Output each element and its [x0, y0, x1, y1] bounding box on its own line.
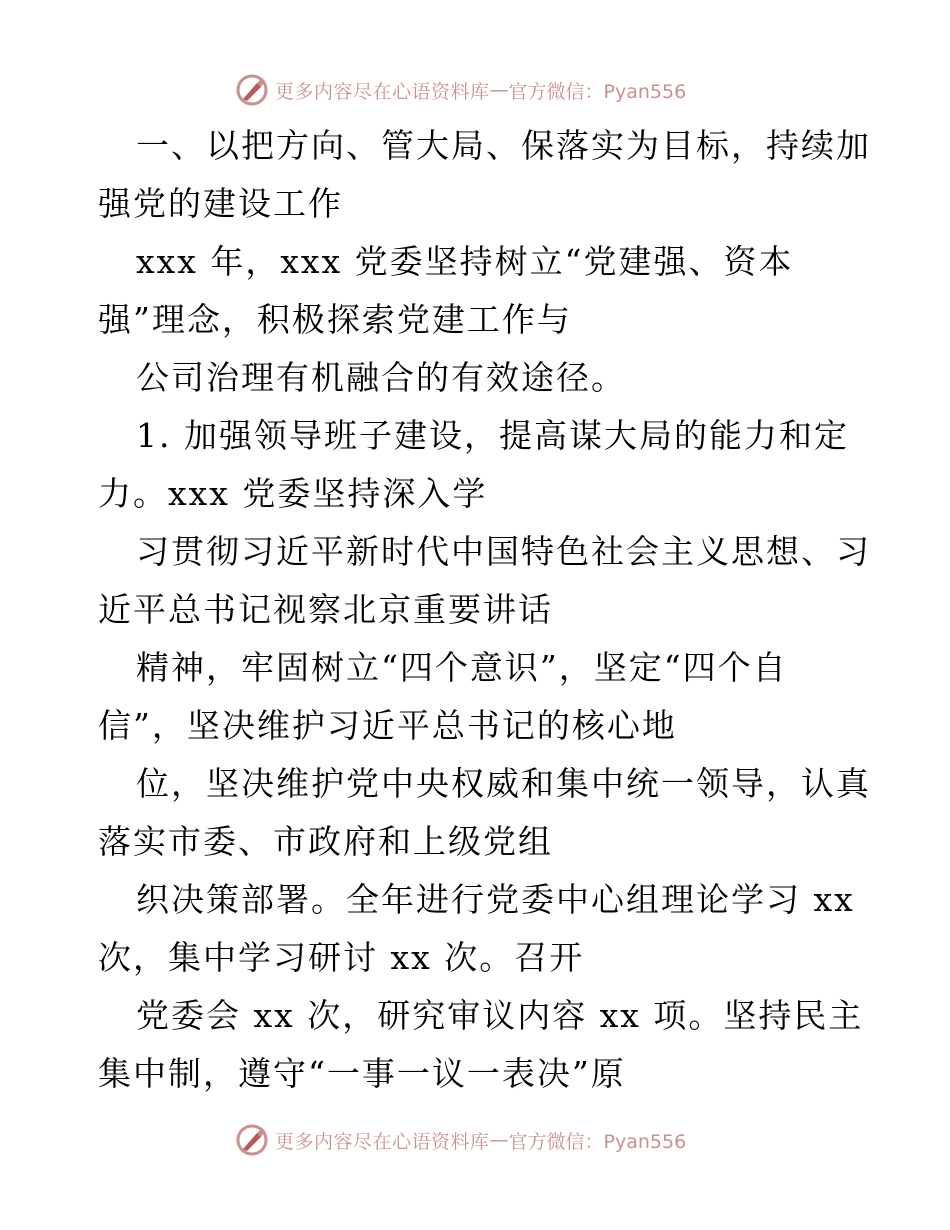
- text-line: 精神，牢固树立“四个意识”，坚定“四个自: [136, 648, 788, 687]
- watermark-contact: 官方微信：Pyan556: [508, 1130, 687, 1153]
- text-line: 位，坚决维护党中央权威和集中统一领导，认真: [136, 764, 871, 803]
- watermark-contact: 官方微信：Pyan556: [508, 80, 687, 103]
- fountain-pen-logo-icon: [235, 1123, 269, 1157]
- text-line: xxx 年，xxx 党委坚持树立“党建强、资本: [136, 242, 794, 281]
- text-line: 强”理念，积极探索党建工作与: [98, 300, 572, 339]
- text-line: 近平总书记视察北京重要讲话: [98, 590, 553, 629]
- text-line: 信”，坚决维护习近平总书记的核心地: [98, 706, 677, 745]
- watermark-separator: —: [489, 79, 509, 101]
- fountain-pen-logo-icon: [235, 73, 269, 107]
- text-line: 集中制，遵守“一事一议一表决”原: [98, 1054, 626, 1093]
- text-line: 党委会 xx 次，研究审议内容 xx 项。坚持民主: [136, 996, 864, 1035]
- header-watermark: [235, 72, 686, 108]
- text-line: 强党的建设工作: [98, 184, 343, 223]
- watermark-text: 更多内容尽在心语资料库: [275, 1130, 490, 1153]
- text-line: 一、以把方向、管大局、保落实为目标，持续加: [136, 126, 871, 165]
- text-line: 习贯彻习近平新时代中国特色社会主义思想、习: [136, 532, 871, 571]
- text-line: 力。xxx 党委坚持深入学: [98, 474, 488, 513]
- text-line: 公司治理有机融合的有效途径。: [136, 358, 626, 397]
- text-line: 落实市委、市政府和上级党组: [98, 822, 553, 861]
- text-line: 织决策部署。全年进行党委中心组理论学习 xx: [136, 880, 855, 919]
- watermark-text: 更多内容尽在心语资料库: [275, 80, 490, 103]
- watermark-separator: —: [489, 1129, 509, 1151]
- footer-watermark: [235, 1122, 686, 1158]
- text-line: 1. 加强领导班子建设，提高谋大局的能力和定: [136, 416, 849, 455]
- text-line: 次，集中学习研讨 xx 次。召开: [98, 938, 585, 977]
